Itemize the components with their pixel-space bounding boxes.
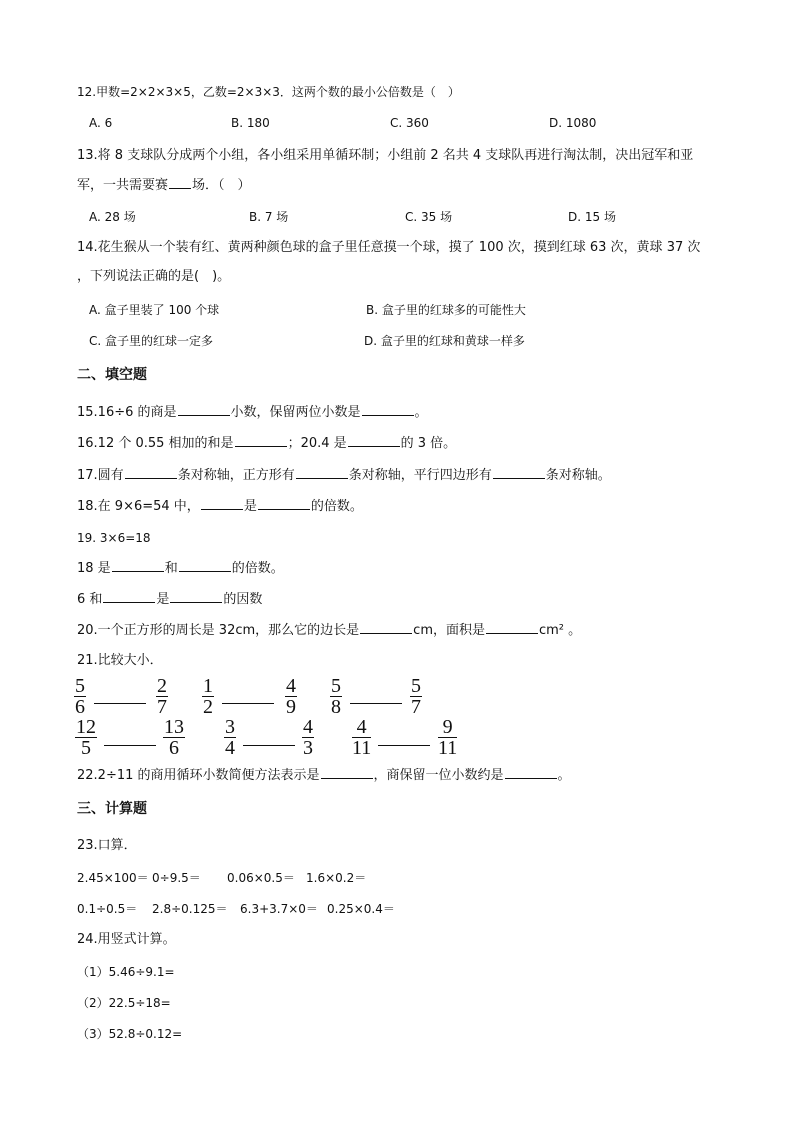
fraction-9-11 — [438, 717, 457, 758]
q17-text-c: 条对称轴，平行四边形有 — [348, 468, 492, 483]
q14-option-b[interactable]: B. 盒子里的红球多的可能性大 — [366, 303, 526, 317]
q13-line2-text-b: 场．（ ） — [192, 178, 251, 193]
q16-text-b: ；20.4 是 — [287, 436, 347, 451]
q17 — [77, 467, 611, 484]
section-fill-blank-title: 二、填空题 — [77, 367, 147, 383]
fraction-13-6 — [163, 717, 185, 758]
q22-blank-2[interactable] — [505, 767, 557, 779]
q17-text-d: 条对称轴。 — [545, 468, 611, 483]
q23-row1-item-4: 1.6×0.2＝ — [306, 871, 367, 885]
q20-blank-1[interactable] — [360, 622, 412, 634]
q13-line2-text-a: 军，一共需要赛 — [77, 178, 169, 193]
compare-blank-1[interactable] — [94, 703, 146, 704]
fraction-numerator: 2 — [157, 675, 167, 697]
q13-option-d[interactable]: D. 15 场 — [568, 210, 616, 224]
q20 — [77, 622, 581, 639]
q18-text-b: 是 — [243, 499, 257, 514]
fraction-denominator: 3 — [303, 737, 313, 759]
q15-blank-2[interactable] — [362, 404, 414, 416]
q14-option-c[interactable]: C. 盒子里的红球一定多 — [89, 334, 214, 348]
q22-text-a: 22.2÷11 的商用循环小数简便方法表示是 — [77, 768, 320, 783]
fraction-4-9 — [285, 676, 297, 717]
q17-text-a: 17.圆有 — [77, 468, 124, 483]
q12-stem: 12.甲数=2×2×3×5，乙数=2×3×3．这两个数的最小公倍数是（ ） — [77, 85, 460, 99]
fraction-numerator: 5 — [331, 675, 341, 697]
q12-option-c[interactable]: C. 360 — [390, 116, 429, 130]
q22-text-b: ，商保留一位小数约是 — [373, 768, 504, 783]
q13-option-c[interactable]: C. 35 场 — [405, 210, 453, 224]
q24-stem: 24.用竖式计算。 — [77, 932, 176, 947]
compare-blank-3[interactable] — [350, 703, 402, 704]
q23-row1-item-2: 0÷9.5＝ — [152, 871, 201, 885]
q23-row1-item-3: 0.06×0.5＝ — [227, 871, 295, 885]
q19-l1-blank-1[interactable] — [112, 560, 164, 572]
q16-blank-2[interactable] — [348, 435, 400, 447]
q18-text-c: 的倍数。 — [310, 499, 363, 514]
fraction-denominator: 11 — [438, 737, 458, 759]
q12-option-b[interactable]: B. 180 — [231, 116, 270, 130]
q23-row2-item-2: 2.8÷0.125＝ — [152, 902, 228, 916]
q15 — [77, 404, 428, 421]
q19-l2-text-c: 的因数 — [223, 592, 263, 607]
q13-blank[interactable] — [169, 177, 191, 189]
q23-stem: 23.口算． — [77, 838, 137, 853]
fraction-numerator: 5 — [411, 675, 421, 697]
q23-row2-item-3: 6.3+3.7×0＝ — [240, 902, 318, 916]
q19-l2-text-b: 是 — [156, 592, 170, 607]
fraction-numerator: 3 — [225, 716, 235, 738]
q16-blank-1[interactable] — [235, 435, 287, 447]
q19-line1 — [77, 560, 284, 577]
q12-option-d[interactable]: D. 1080 — [549, 116, 597, 130]
q21-stem: 21.比较大小． — [77, 653, 163, 668]
q24-item-2: （2）22.5÷18= — [77, 996, 171, 1010]
fraction-denominator: 4 — [225, 737, 235, 759]
fraction-denominator: 6 — [75, 696, 85, 718]
q19-l1-blank-2[interactable] — [179, 560, 231, 572]
fraction-denominator: 5 — [81, 737, 91, 759]
fraction-denominator: 6 — [169, 737, 179, 759]
fraction-denominator: 9 — [286, 696, 296, 718]
q19-l1-text-c: 的倍数。 — [231, 561, 284, 576]
fraction-4-3 — [302, 717, 314, 758]
q14-line1: 14.花生猴从一个装有红、黄两种颜色球的盒子里任意摸一个球，摸了 100 次，摸到红球 63 次，黄球 37 次 — [77, 240, 701, 255]
fraction-denominator: 7 — [411, 696, 421, 718]
q19-l1-text-a: 18 是 — [77, 561, 111, 576]
q19-stem: 19. 3×6=18 — [77, 531, 151, 545]
fraction-12-5 — [75, 717, 97, 758]
q22-blank-1[interactable] — [321, 767, 373, 779]
q16-text-a: 16.12 个 0.55 相加的和是 — [77, 436, 234, 451]
fraction-3-4 — [224, 717, 236, 758]
q18 — [77, 498, 363, 515]
fraction-denominator: 7 — [157, 696, 167, 718]
q17-blank-1[interactable] — [125, 467, 177, 479]
q24-item-3: （3）52.8÷0.12= — [77, 1027, 183, 1041]
fraction-numerator: 1 — [203, 675, 213, 697]
q18-blank-2[interactable] — [258, 498, 310, 510]
q14-option-a[interactable]: A. 盒子里装了 100 个球 — [89, 303, 220, 317]
q20-text-c: cm² 。 — [538, 623, 582, 638]
q14-option-d[interactable]: D. 盒子里的红球和黄球一样多 — [364, 334, 525, 348]
q20-blank-2[interactable] — [486, 622, 538, 634]
q15-text-a: 15.16÷6 的商是 — [77, 405, 177, 420]
q20-text-b: cm，面积是 — [413, 623, 485, 638]
q14-line2: ，下列说法正确的是( )。 — [77, 269, 231, 284]
q19-line2 — [77, 591, 262, 608]
section-calculation-title: 三、计算题 — [77, 801, 147, 817]
q13-option-b[interactable]: B. 7 场 — [249, 210, 289, 224]
fraction-denominator: 11 — [352, 737, 372, 759]
q16 — [77, 435, 456, 452]
fraction-numerator: 9 — [438, 717, 457, 738]
q17-text-b: 条对称轴，正方形有 — [177, 468, 295, 483]
fraction-numerator: 4 — [303, 716, 313, 738]
fraction-denominator: 8 — [331, 696, 341, 718]
fraction-1-2 — [202, 676, 214, 717]
compare-blank-5[interactable] — [243, 745, 295, 746]
fraction-2-7 — [156, 676, 168, 717]
q20-text-a: 20.一个正方形的周长是 32cm，那么它的边长是 — [77, 623, 360, 638]
fraction-numerator: 4 — [286, 675, 296, 697]
q16-text-c: 的 3 倍。 — [400, 436, 457, 451]
q17-blank-2[interactable] — [296, 467, 348, 479]
fraction-denominator: 2 — [203, 696, 213, 718]
q13-option-a[interactable]: A. 28 场 — [89, 210, 136, 224]
q15-blank-1[interactable] — [178, 404, 230, 416]
fraction-5-7 — [410, 676, 422, 717]
compare-blank-2[interactable] — [222, 703, 274, 704]
q19-l2-blank-1[interactable] — [103, 591, 155, 603]
compare-blank-6[interactable] — [378, 745, 430, 746]
q22-text-c: 。 — [557, 768, 571, 783]
fraction-5-8 — [330, 676, 342, 717]
q24-item-1: （1）5.46÷9.1= — [77, 965, 175, 979]
q15-text-b: 小数，保留两位小数是 — [230, 405, 361, 420]
q19-l2-blank-2[interactable] — [170, 591, 222, 603]
q15-text-c: 。 — [414, 405, 428, 420]
q18-text-a: 18.在 9×6=54 中， — [77, 499, 200, 514]
q13-line2 — [77, 177, 251, 194]
q12-option-a[interactable]: A. 6 — [89, 116, 113, 130]
fraction-numerator: 4 — [352, 717, 371, 738]
q23-row2-item-1: 0.1÷0.5＝ — [77, 902, 138, 916]
fraction-4-11 — [352, 717, 371, 758]
fraction-numerator: 5 — [75, 675, 85, 697]
q13-line1: 13.将 8 支球队分成两个小组，各小组采用单循环制；小组前 2 名共 4 支球队再进行淘汰制，决出冠军和亚 — [77, 148, 694, 163]
fraction-numerator: 13 — [164, 716, 184, 738]
q23-row2-item-4: 0.25×0.4＝ — [327, 902, 395, 916]
compare-blank-4[interactable] — [104, 745, 156, 746]
fraction-numerator: 12 — [76, 716, 96, 738]
q22 — [77, 767, 571, 784]
q19-l2-text-a: 6 和 — [77, 592, 103, 607]
q17-blank-3[interactable] — [493, 467, 545, 479]
q18-blank-1[interactable] — [201, 498, 243, 510]
q19-l1-text-b: 和 — [164, 561, 178, 576]
q23-row1-item-1: 2.45×100＝ — [77, 871, 149, 885]
fraction-5-6 — [74, 676, 86, 717]
